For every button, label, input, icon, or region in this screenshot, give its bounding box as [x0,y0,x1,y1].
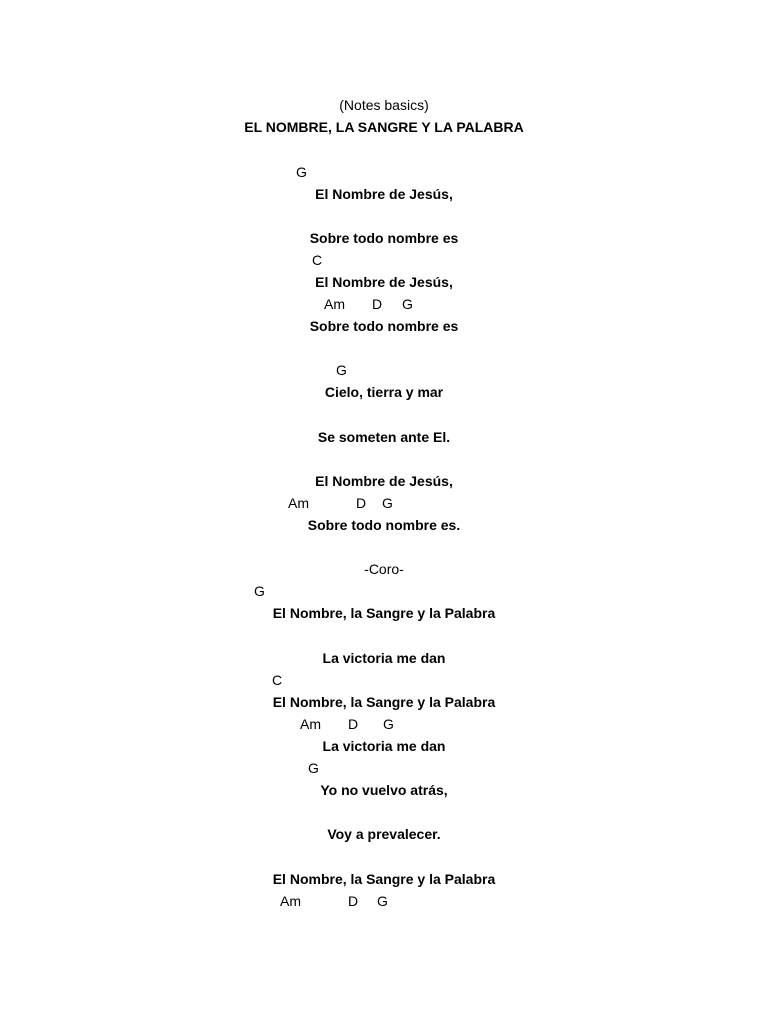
chord: G [377,893,388,909]
song-title: EL NOMBRE, LA SANGRE Y LA PALABRA [244,119,524,135]
lyric-line: El Nombre de Jesús, [315,473,453,489]
lyric-line: Sobre todo nombre es [309,318,459,334]
lyric-line: El Nombre, la Sangre y la Palabra [272,605,496,621]
chord: Am [324,296,345,312]
chord: G [296,164,307,180]
lyric-line: Sobre todo nombre es. [307,517,461,533]
lyric-line: Yo no vuelvo atrás, [320,782,448,798]
lyric-line: La victoria me dan [322,738,446,754]
chord: G [336,362,347,378]
chord: G [383,716,394,732]
chord: Am [288,495,309,511]
chord: Am [280,893,301,909]
lyric-line: Se someten ante El. [317,429,451,445]
chord: C [312,252,323,268]
chord: D [356,495,367,511]
lyric-line: El Nombre de Jesús, [315,186,453,202]
lyric-line: Voy a prevalecer. [327,826,441,842]
chorus-label: -Coro- [364,561,404,577]
chord: G [254,583,265,599]
chord: D [372,296,383,312]
lyric-line: La victoria me dan [322,650,446,666]
chord: G [402,296,413,312]
lyric-line: El Nombre, la Sangre y la Palabra [272,694,496,710]
chord: D [348,893,359,909]
song-subtitle: (Notes basics) [339,97,429,113]
lyric-line: El Nombre, la Sangre y la Palabra [272,871,496,887]
lyric-line: Cielo, tierra y mar [324,384,444,400]
chord: C [272,672,283,688]
chord: D [348,716,359,732]
lyric-line: Sobre todo nombre es [309,230,459,246]
chord: G [382,495,393,511]
lyric-line: El Nombre de Jesús, [315,274,453,290]
chord: G [308,760,319,776]
chord: Am [300,716,321,732]
